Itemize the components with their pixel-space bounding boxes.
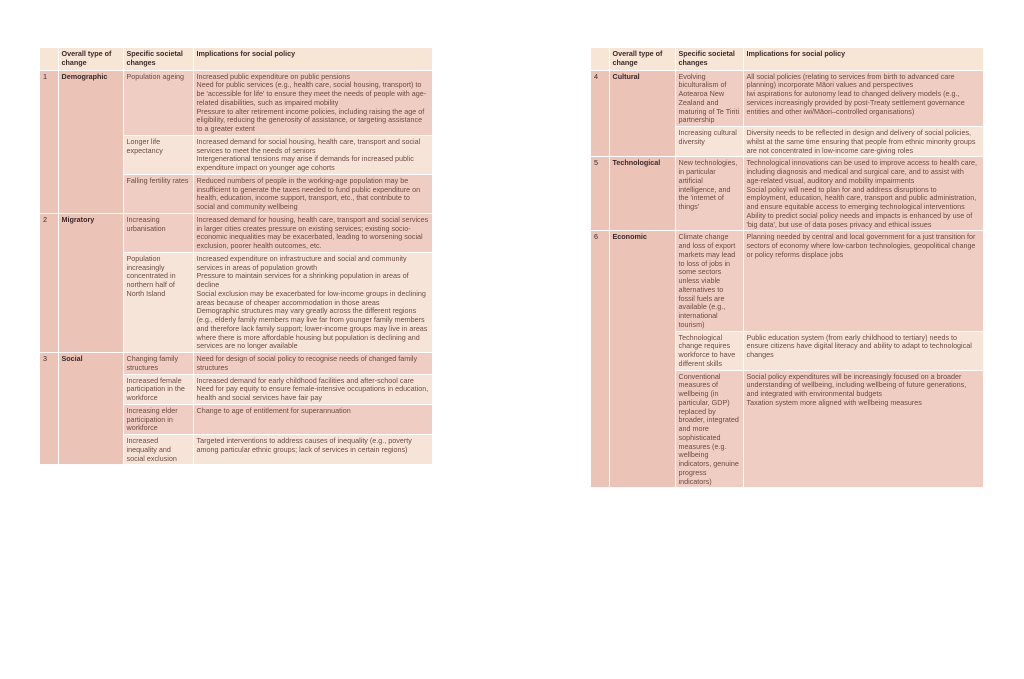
- table-row: [40, 70, 432, 135]
- societal-change: Longer life expectancy: [123, 135, 193, 174]
- societal-change: Increasing urbanisation: [123, 213, 193, 252]
- societal-change: Population ageing: [123, 70, 193, 135]
- implication-line: Diversity needs to be reflected in design and delivery of social policies, whilst at the same time ensuring that people from ethnic minority groups are not concentrated in low-income care-giving roles: [746, 128, 976, 155]
- header-societal: Specific societal changes: [123, 48, 193, 70]
- policy-implications: [743, 231, 983, 331]
- societal-change: Changing family structures: [123, 353, 193, 375]
- societal-change: Technological change requires workforce to have different skills: [675, 331, 743, 370]
- policy-table-right: [591, 48, 984, 488]
- policy-implications: [193, 252, 432, 352]
- implication-line: Ability to predict social policy needs and impacts is enhanced by use of 'big data', but use of data poses privacy and ethical issues: [746, 210, 973, 229]
- change-type: Cultural: [609, 70, 675, 157]
- policy-implications: [193, 174, 432, 213]
- implication-line: Technological innovations can be used to improve access to health care, including diagnosis and medical and surgical care, and to assist with age-related visual, auditory and mobility impairments: [746, 158, 978, 185]
- societal-change: Conventional measures of wellbeing (in particular, GDP) replaced by broader, integrated and more sophisticated measures (e.g. wellbeing indicators, genuine progress indicators): [675, 370, 743, 488]
- societal-change: Falling fertility rates: [123, 174, 193, 213]
- implication-line: Intergenerational tensions may arise if demands for increased public expenditure impact on younger age cohorts: [196, 154, 414, 172]
- policy-table-left: [40, 48, 433, 465]
- implication-line: Need for public services (e.g., health care, social housing, transport) to be 'accessible for life' to ensure they meet the needs of people with age-related disabilities, such as impaired mobility: [196, 80, 427, 107]
- change-type: Migratory: [58, 213, 123, 352]
- header-societal: Specific societal changes: [675, 48, 743, 70]
- change-number: 1: [40, 70, 58, 213]
- policy-implications: [193, 404, 432, 434]
- change-number: 3: [40, 353, 58, 465]
- societal-change: Increasing cultural diversity: [675, 127, 743, 157]
- policy-implications: [193, 435, 432, 465]
- implication-line: Reduced numbers of people in the working-age population may be insufficient to generate the taxes needed to fund public expenditure on health, education, income support, transport, etc., that contribute to social and community wellbeing: [196, 175, 421, 211]
- table-header-row: [591, 48, 983, 70]
- implication-line: Iwi aspirations for autonomy lead to changed delivery models (e.g., services increasingly provided by post-Treaty settlement governance entities and other iwi/Māori–controlled organisations): [746, 89, 965, 116]
- implication-line: Change to age of entitlement for superannuation: [196, 405, 351, 415]
- table-header-row: [40, 48, 432, 70]
- policy-implications: [743, 70, 983, 127]
- policy-implications: [193, 213, 432, 252]
- change-number: 4: [591, 70, 609, 157]
- implication-line: Demographic structures may vary greatly across the different regions (e.g., elderly family members may live far from younger family members and therefore lack family support; lower-income groups may live in areas where there is more affordable housing but population is declining and services are no longer available: [196, 306, 428, 351]
- implication-line: Public education system (from early childhood to tertiary) needs to ensure citizens have digital literacy and ability to adapt to technological changes: [746, 332, 972, 359]
- implication-line: Need for design of social policy to recognise needs of changed family structures: [196, 354, 418, 372]
- table-row: [591, 70, 983, 127]
- societal-change: Population increasingly concentrated in northern half of North Island: [123, 252, 193, 352]
- implication-line: Pressure to alter retirement income policies, including raising the age of eligibility, reducing the generosity of assistance, or targeting assistance to a greater extent: [196, 106, 425, 133]
- implication-line: Social policy expenditures will be increasingly focused on a broader understanding of wellbeing, including wellbeing of future generations, and integrated with environmental budgets: [746, 371, 967, 398]
- implication-line: Taxation system more aligned with wellbeing measures: [746, 397, 922, 407]
- implication-line: All social policies (relating to services from birth to advanced care planning) incorporate Māori values and perspectives: [746, 71, 955, 90]
- change-type: Economic: [609, 231, 675, 488]
- societal-change: Increased inequality and social exclusion: [123, 435, 193, 465]
- change-type: Demographic: [58, 70, 123, 213]
- societal-change: Climate change and loss of export markets may lead to loss of jobs in some sectors unless viable alternatives to fossil fuels are available (e.g., international tourism): [675, 231, 743, 331]
- header-type: Overall type of change: [609, 48, 675, 70]
- implication-line: Social exclusion may be exacerbated for low-income groups in declining areas because of cheaper accommodation in those areas: [196, 288, 426, 307]
- policy-implications: [743, 331, 983, 370]
- change-type: Technological: [609, 157, 675, 231]
- policy-implications: [743, 370, 983, 488]
- header-implications: Implications for social policy: [193, 48, 432, 70]
- header-number: [40, 48, 58, 70]
- header-implications: Implications for social policy: [743, 48, 983, 70]
- implication-line: Increased demand for social housing, health care, transport and social services to meet the needs of seniors: [196, 136, 421, 155]
- policy-implications: [743, 127, 983, 157]
- implication-line: Targeted interventions to address causes of inequality (e.g., poverty among particular ethnic groups; lack of services in certain regions): [196, 436, 412, 454]
- societal-change: Increased female participation in the workforce: [123, 374, 193, 404]
- table-row: [40, 213, 432, 252]
- implication-line: Pressure to maintain services for a shrinking population in areas of decline: [196, 271, 409, 289]
- table-row: [591, 157, 983, 231]
- change-number: 2: [40, 213, 58, 352]
- table-row: [40, 353, 432, 375]
- implication-line: Increased expenditure on infrastructure and social and community services in areas of population growth: [196, 253, 407, 272]
- header-type: Overall type of change: [58, 48, 123, 70]
- implication-line: Increased demand for housing, health care, transport and social services in larger cities creates pressure on existing services; existing socio-economic inequalities may be exacerbated, leading to worsening social exclusion, poorer health outcomes, etc.: [196, 214, 429, 250]
- header-number: [591, 48, 609, 70]
- policy-implications: [193, 135, 432, 174]
- societal-change: Evolving biculturalism of Aotearoa New Zealand and maturing of Te Tiriti partnership: [675, 70, 743, 127]
- implication-line: Planning needed by central and local government for a just transition for sectors of economy where low-carbon technologies, geopolitical change or policy reforms displace jobs: [746, 232, 976, 259]
- change-number: 6: [591, 231, 609, 488]
- implication-line: Social policy will need to plan for and address disruptions to employment, education, health care, transport and public administration, and ensure equitable access to emerging technological interventions: [746, 184, 977, 211]
- societal-change: Increasing elder participation in workforce: [123, 404, 193, 434]
- table-row: [591, 231, 983, 331]
- implication-line: Increased public expenditure on public pensions: [196, 71, 350, 81]
- change-type: Social: [58, 353, 123, 465]
- societal-change: New technologies, in particular artificial intelligence, and the 'internet of things': [675, 157, 743, 231]
- implication-line: Need for pay equity to ensure female-intensive occupations in education, health and social services have fair pay: [196, 384, 429, 402]
- implication-line: Increased demand for early childhood facilities and after-school care: [196, 375, 414, 385]
- policy-implications: [193, 353, 432, 375]
- change-number: 5: [591, 157, 609, 231]
- policy-implications: [193, 70, 432, 135]
- policy-implications: [193, 374, 432, 404]
- policy-implications: [743, 157, 983, 231]
